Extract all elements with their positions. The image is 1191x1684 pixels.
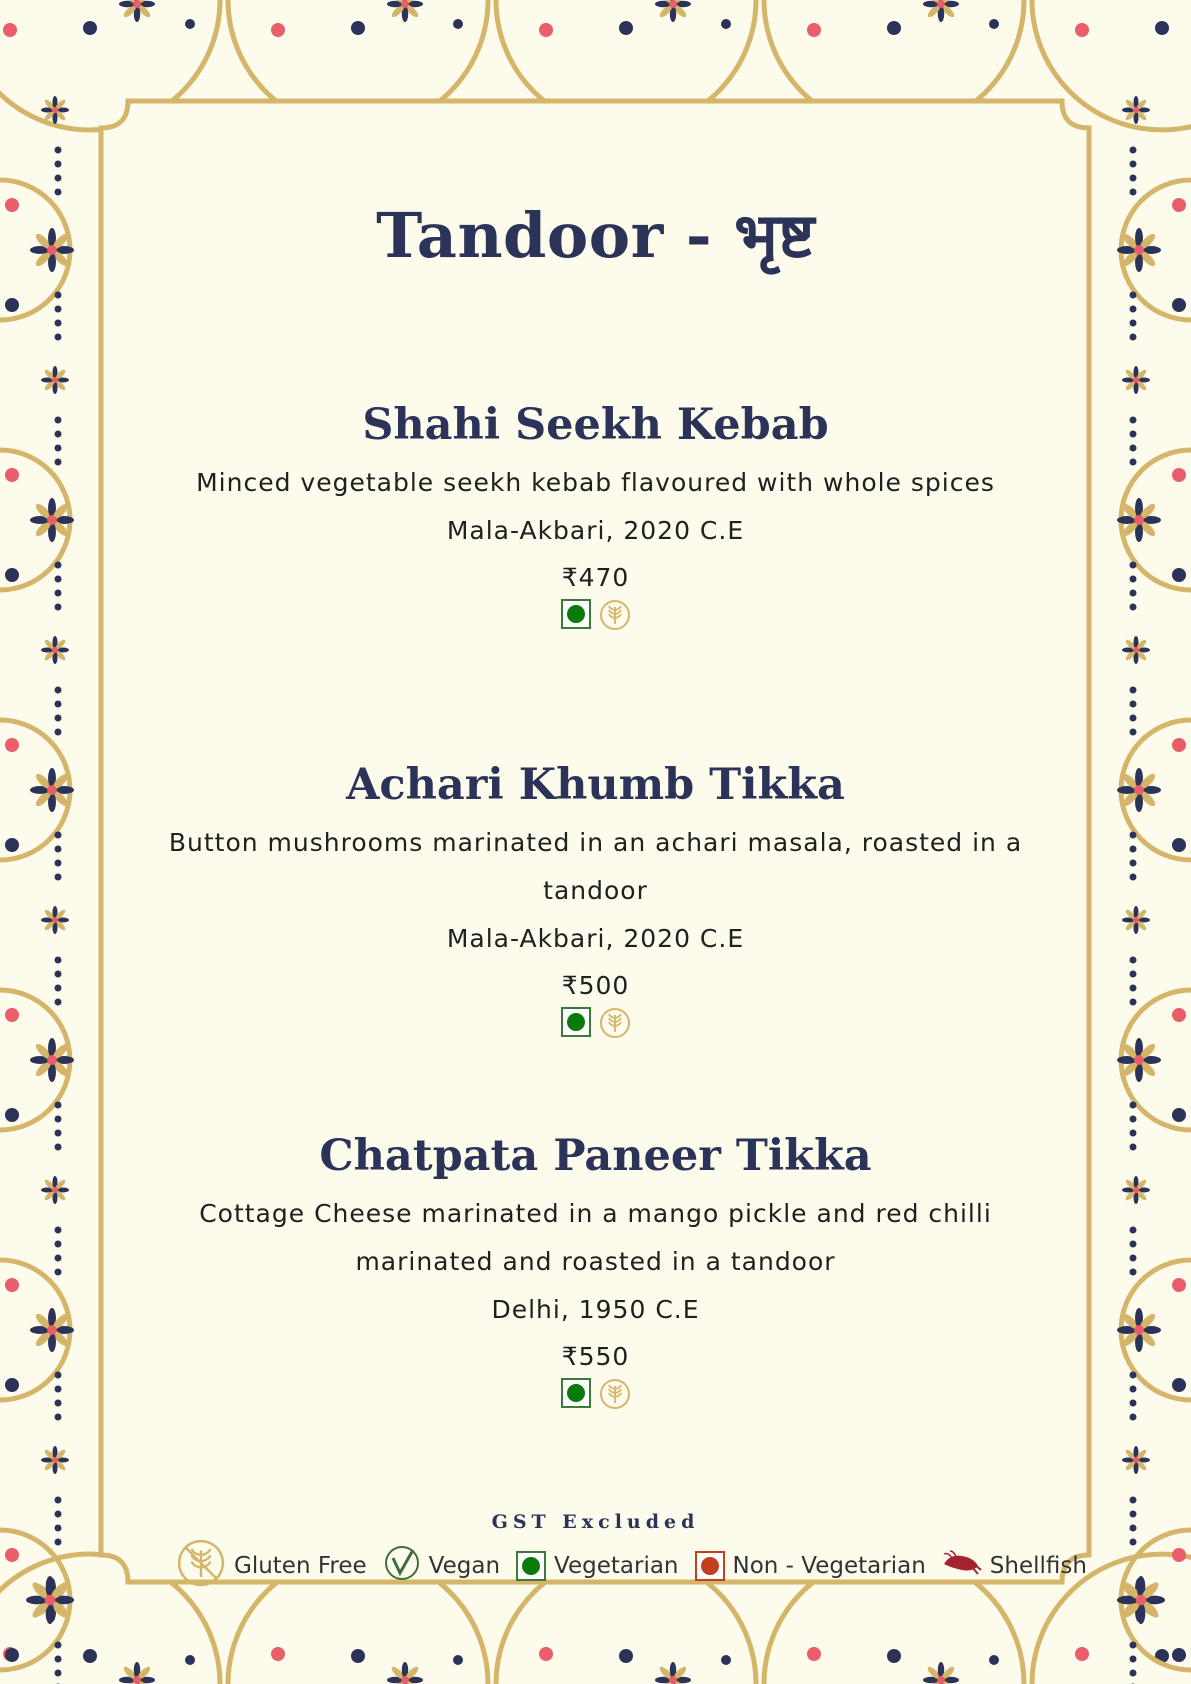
border-dot	[807, 23, 821, 37]
flower-center	[52, 107, 58, 113]
border-dot	[1130, 1144, 1137, 1151]
border-dot	[1172, 838, 1186, 852]
legend-gluten-free	[176, 1538, 367, 1594]
border-dot	[721, 1655, 731, 1665]
item-price: ₹470	[561, 563, 630, 592]
border-dot	[271, 23, 285, 37]
border-dot	[3, 23, 17, 37]
border-dot	[1130, 175, 1137, 182]
flower-center	[52, 917, 58, 923]
border-dot	[989, 19, 999, 29]
flower-center	[1133, 1457, 1139, 1463]
border-dot	[55, 320, 62, 327]
border-dot	[5, 568, 19, 582]
border-dot	[55, 1400, 62, 1407]
flower-center	[45, 1595, 56, 1606]
item-icons	[150, 1378, 1041, 1410]
menu-item	[150, 395, 1041, 631]
border-dot	[1130, 1116, 1137, 1123]
border-dot	[1130, 860, 1137, 867]
gluten-free-icon	[599, 1007, 631, 1039]
legend-label: Vegetarian	[554, 1553, 679, 1579]
border-dot	[1130, 1241, 1137, 1248]
flower-center	[1133, 107, 1139, 113]
border-dot	[55, 1670, 62, 1677]
border-dot	[55, 687, 62, 694]
border-dot	[5, 1008, 19, 1022]
border-dot	[1172, 298, 1186, 312]
flower-center	[1133, 377, 1139, 383]
border-dot	[1130, 1656, 1137, 1663]
flower-center	[52, 647, 58, 653]
vegetarian-icon	[516, 1551, 546, 1581]
border-dot	[1130, 1400, 1137, 1407]
border-dot	[55, 417, 62, 424]
border-dot	[55, 860, 62, 867]
vegetarian-icon	[561, 1007, 591, 1037]
border-dot	[1130, 306, 1137, 313]
border-dot	[55, 604, 62, 611]
border-dot	[1130, 1255, 1137, 1262]
flower-center	[47, 1055, 57, 1065]
flower-center	[47, 515, 57, 525]
border-dot	[5, 1108, 19, 1122]
border-dot	[55, 1497, 62, 1504]
gluten-free-icon	[599, 599, 631, 631]
border-dot	[55, 729, 62, 736]
border-dot	[1130, 1102, 1137, 1109]
flower-center	[1134, 1055, 1144, 1065]
border-dot	[453, 19, 463, 29]
border-dot	[1130, 846, 1137, 853]
border-dot	[55, 445, 62, 452]
border-dot	[1130, 1269, 1137, 1276]
border-dot	[1130, 334, 1137, 341]
item-icons	[150, 1007, 1041, 1039]
border-dot	[351, 21, 365, 35]
border-dot	[1130, 729, 1137, 736]
flower-center	[937, 1676, 945, 1684]
flower-center	[133, 1676, 141, 1684]
border-dot	[1130, 1130, 1137, 1137]
border-dot	[1155, 21, 1169, 35]
border-dot	[5, 298, 19, 312]
border-dot	[83, 21, 97, 35]
flower-center	[669, 1676, 677, 1684]
border-dot	[185, 19, 195, 29]
flower-center	[401, 0, 409, 8]
border-dot	[989, 1655, 999, 1665]
item-name: Chatpata Paneer Tikka	[319, 1131, 872, 1181]
border-dot	[55, 1130, 62, 1137]
border-dot	[1172, 468, 1186, 482]
border-dot	[55, 715, 62, 722]
border-dot	[1130, 1414, 1137, 1421]
item-description: Button mushrooms marinated in an achari masala, roasted in a tandoor	[168, 828, 1023, 905]
flower-center	[47, 1325, 57, 1335]
border-dot	[1130, 445, 1137, 452]
item-origin: Delhi, 1950 C.E	[491, 1295, 700, 1324]
flower-center	[1134, 515, 1144, 525]
border-dot	[351, 1649, 365, 1663]
flower-center	[401, 1676, 409, 1684]
gst-note: GST Excluded	[491, 1511, 700, 1533]
border-dot	[55, 1539, 62, 1546]
border-dot	[5, 738, 19, 752]
item-price: ₹500	[561, 971, 630, 1000]
border-dot	[1130, 1539, 1137, 1546]
border-dot	[55, 999, 62, 1006]
border-dot	[55, 701, 62, 708]
border-dot	[55, 1102, 62, 1109]
border-dot	[1130, 715, 1137, 722]
shellfish-icon	[942, 1550, 982, 1582]
gluten-free-icon	[176, 1538, 226, 1594]
border-dot	[55, 175, 62, 182]
item-origin: Mala-Akbari, 2020 C.E	[446, 924, 745, 953]
border-dot	[55, 334, 62, 341]
border-dot	[55, 576, 62, 583]
border-dot	[1130, 701, 1137, 708]
border-dot	[55, 1241, 62, 1248]
flower-center	[1134, 785, 1144, 795]
page-title: Tandoor - भृष्ट	[376, 199, 815, 272]
border-dot	[55, 306, 62, 313]
border-dot	[1130, 1372, 1137, 1379]
legend-vegetarian	[516, 1551, 678, 1581]
border-dot	[1172, 1648, 1186, 1662]
border-dot	[271, 1647, 285, 1661]
menu-item	[150, 1126, 1041, 1410]
border-dot	[1075, 1647, 1089, 1661]
border-dot	[55, 1269, 62, 1276]
legend-non-vegetarian	[695, 1551, 926, 1581]
border-dot	[619, 1649, 633, 1663]
border-dot	[1172, 1378, 1186, 1392]
border-dot	[55, 846, 62, 853]
item-price: ₹550	[561, 1342, 630, 1371]
border-dot	[1130, 1227, 1137, 1234]
flower-center	[52, 377, 58, 383]
border-dot	[1172, 1548, 1186, 1562]
border-dot	[887, 1649, 901, 1663]
border-dot	[619, 21, 633, 35]
flower-center	[1134, 1325, 1144, 1335]
border-dot	[1130, 874, 1137, 881]
legend-label: Gluten Free	[234, 1553, 367, 1579]
item-origin: Mala-Akbari, 2020 C.E	[446, 516, 745, 545]
border-dot	[55, 431, 62, 438]
border-dot	[1172, 1278, 1186, 1292]
menu-item	[150, 755, 1041, 1039]
flower-center	[47, 785, 57, 795]
flower-center	[1133, 647, 1139, 653]
border-dot	[55, 562, 62, 569]
border-dot	[1130, 1642, 1137, 1649]
legend-vegan	[383, 1544, 500, 1588]
border-dot	[1130, 562, 1137, 569]
legend-label: Non - Vegetarian	[732, 1553, 926, 1579]
vegetarian-icon	[561, 599, 591, 629]
border-dot	[1130, 161, 1137, 168]
legend-label: Shellfish	[989, 1553, 1087, 1579]
border-dot	[55, 1255, 62, 1262]
border-dot	[185, 1655, 195, 1665]
border-dot	[1130, 604, 1137, 611]
border-dot	[1172, 738, 1186, 752]
border-dot	[1130, 985, 1137, 992]
border-dot	[55, 1116, 62, 1123]
border-dot	[5, 1278, 19, 1292]
border-dot	[1130, 147, 1137, 154]
border-dot	[1172, 568, 1186, 582]
item-name: Achari Khumb Tikka	[346, 760, 845, 810]
item-name: Shahi Seekh Kebab	[362, 400, 829, 450]
border-dot	[1130, 576, 1137, 583]
border-dot	[55, 1227, 62, 1234]
border-dot	[5, 1378, 19, 1392]
flower-center	[52, 1187, 58, 1193]
flower-center	[669, 0, 677, 8]
vegan-icon	[383, 1544, 421, 1588]
border-dot	[721, 19, 731, 29]
border-dot	[55, 874, 62, 881]
flower-center	[133, 0, 141, 8]
border-dot	[5, 468, 19, 482]
flower-center	[52, 1457, 58, 1463]
item-icons	[150, 599, 1041, 631]
legend-label: Vegan	[428, 1553, 501, 1579]
border-dot	[887, 21, 901, 35]
border-dot	[55, 957, 62, 964]
dietary-legend	[176, 1538, 1103, 1594]
border-dot	[539, 1647, 553, 1661]
border-dot	[55, 147, 62, 154]
border-dot	[1130, 431, 1137, 438]
border-dot	[55, 1656, 62, 1663]
border-dot	[55, 292, 62, 299]
gluten-free-icon	[599, 1378, 631, 1410]
border-dot	[55, 1642, 62, 1649]
flower-center	[1133, 917, 1139, 923]
flower-center	[1133, 1187, 1139, 1193]
border-dot	[55, 459, 62, 466]
vegetarian-icon	[561, 1378, 591, 1408]
border-dot	[1130, 1497, 1137, 1504]
border-dot	[5, 1548, 19, 1562]
border-dot	[1130, 320, 1137, 327]
item-description: Minced vegetable seekh kebab flavoured with whole spices	[196, 468, 995, 497]
border-dot	[1130, 417, 1137, 424]
border-dot	[1130, 1386, 1137, 1393]
border-dot	[1075, 23, 1089, 37]
border-dot	[55, 985, 62, 992]
legend-shellfish	[942, 1550, 1087, 1582]
border-dot	[1130, 687, 1137, 694]
border-dot	[55, 971, 62, 978]
border-dot	[1172, 1008, 1186, 1022]
border-dot	[1130, 1670, 1137, 1677]
flower-center	[937, 0, 945, 8]
border-dot	[1130, 999, 1137, 1006]
border-dot	[55, 1386, 62, 1393]
flower-center	[1136, 1595, 1147, 1606]
border-dot	[55, 590, 62, 597]
border-dot	[55, 1414, 62, 1421]
border-dot	[807, 1647, 821, 1661]
border-dot	[1130, 957, 1137, 964]
border-dot	[1130, 971, 1137, 978]
border-dot	[5, 838, 19, 852]
border-dot	[5, 1648, 19, 1662]
border-dot	[1172, 1108, 1186, 1122]
border-dot	[55, 1372, 62, 1379]
non-vegetarian-icon	[695, 1551, 725, 1581]
border-dot	[1130, 459, 1137, 466]
item-description: Cottage Cheese marinated in a mango pickle and red chilli marinated and roasted in a tandoor	[199, 1199, 992, 1276]
border-dot	[453, 1655, 463, 1665]
border-dot	[539, 23, 553, 37]
border-dot	[1130, 832, 1137, 839]
border-dot	[55, 1144, 62, 1151]
border-dot	[55, 161, 62, 168]
border-dot	[1130, 292, 1137, 299]
border-dot	[55, 832, 62, 839]
border-dot	[1130, 590, 1137, 597]
border-dot	[83, 1649, 97, 1663]
